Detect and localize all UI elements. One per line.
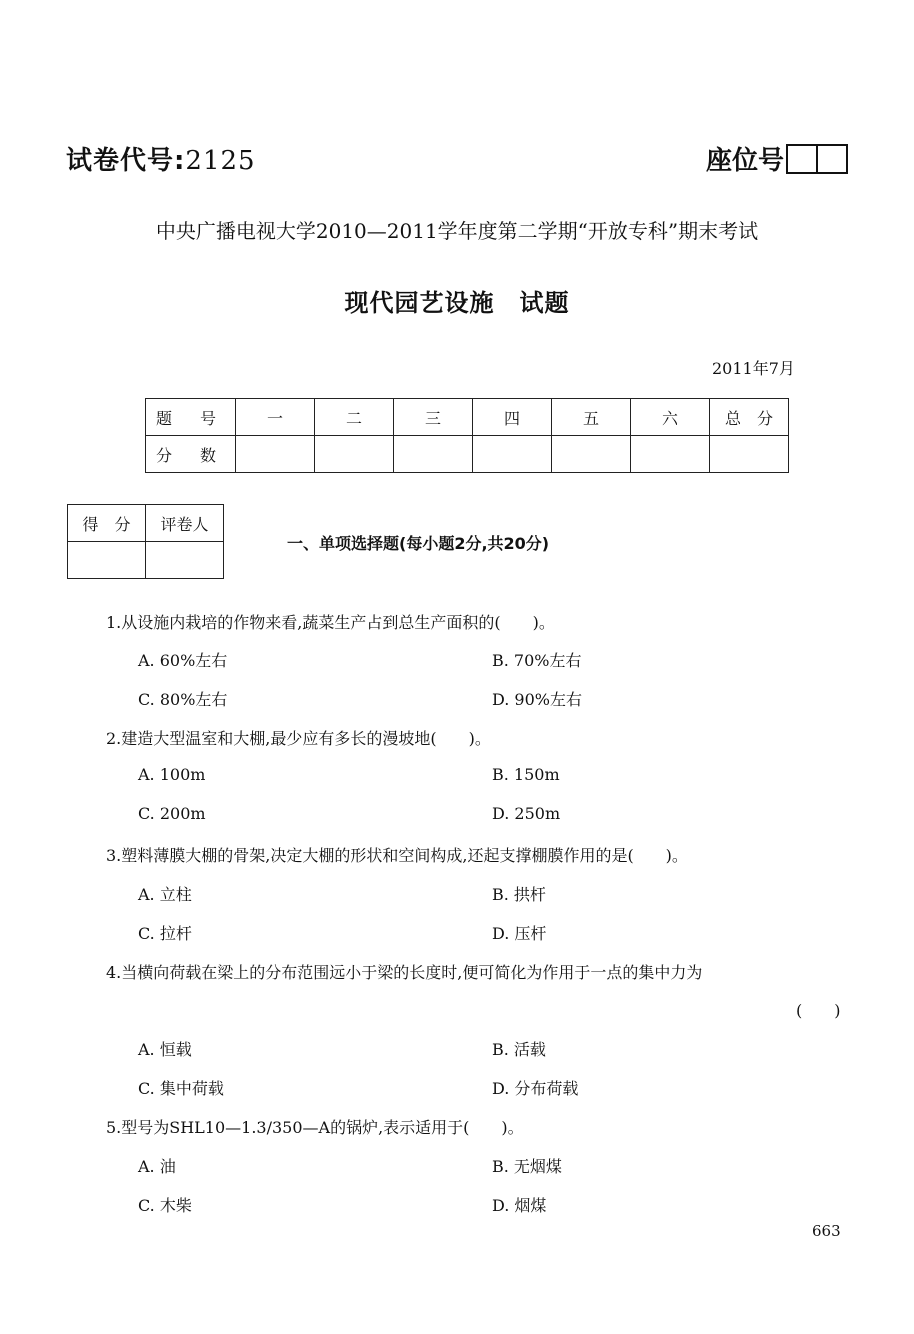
question-option: B. 拱杆 xyxy=(492,885,546,904)
exam-code xyxy=(66,140,256,177)
seat-number-label: 座位号 xyxy=(706,146,785,176)
section-title: 一、单项选择题(每小题2分,共20分) xyxy=(287,534,550,553)
university-line: 中央广播电视大学2010—2011学年度第二学期“开放专科”期末考试 xyxy=(155,219,759,243)
grader-table-cell: 得 分 xyxy=(68,505,146,542)
exam-code-value: 2125 xyxy=(185,146,256,176)
grader-table-empty-cell xyxy=(146,542,224,579)
page-number: 663 xyxy=(812,1222,841,1240)
question-option: A. 100m xyxy=(138,765,206,784)
question-option: D. 压杆 xyxy=(492,924,547,943)
grader-table-empty-cell xyxy=(68,542,146,579)
score-table-empty-cell xyxy=(236,436,315,473)
seat-box-2 xyxy=(818,144,848,174)
question-option: B. 70%左右 xyxy=(492,651,582,670)
score-table-cell: 总 分 xyxy=(710,399,789,436)
exam-title: 现代园艺设施 试题 xyxy=(344,289,570,317)
score-table-cell: 五 xyxy=(552,399,631,436)
score-table-score-row xyxy=(146,436,789,473)
question-option: A. 油 xyxy=(138,1157,176,1176)
seat-number xyxy=(706,140,848,177)
question-option: C. 200m xyxy=(138,804,206,823)
score-table-empty-cell xyxy=(552,436,631,473)
question-stem: 1.从设施内栽培的作物来看,蔬菜生产占到总生产面积的( )。 xyxy=(106,613,555,632)
question-option: B. 活载 xyxy=(492,1040,546,1059)
question-option: A. 60%左右 xyxy=(138,651,228,670)
exam-date: 2011年7月 xyxy=(712,359,795,378)
question-stem: 2.建造大型温室和大棚,最少应有多长的漫坡地( )。 xyxy=(106,729,491,748)
grader-table-cell: 评卷人 xyxy=(146,505,224,542)
score-table-empty-cell xyxy=(394,436,473,473)
score-table-empty-cell xyxy=(473,436,552,473)
question-option: B. 无烟煤 xyxy=(492,1157,562,1176)
score-table-cell: 分 数 xyxy=(146,436,236,473)
grader-table xyxy=(67,504,224,579)
question-option: B. 150m xyxy=(492,765,560,784)
score-table-header-row xyxy=(146,399,789,436)
question-stem: 4.当横向荷载在梁上的分布范围远小于梁的长度时,便可简化为作用于一点的集中力为 xyxy=(106,963,703,982)
grader-table-empty-row xyxy=(68,542,224,579)
question-option: A. 立柱 xyxy=(138,885,192,904)
grader-table-header-row xyxy=(68,505,224,542)
question-option: D. 烟煤 xyxy=(492,1196,547,1215)
score-table-cell: 六 xyxy=(631,399,710,436)
question-option: C. 80%左右 xyxy=(138,690,228,709)
question-stem: 5.型号为SHL10—1.3/350—A的锅炉,表示适用于( )。 xyxy=(106,1118,524,1137)
score-table-cell: 四 xyxy=(473,399,552,436)
question-option: D. 250m xyxy=(492,804,561,823)
question-option: C. 拉杆 xyxy=(138,924,192,943)
question-option: C. 集中荷载 xyxy=(138,1079,224,1098)
question-stem: 3.塑料薄膜大棚的骨架,决定大棚的形状和空间构成,还起支撑棚膜作用的是( )。 xyxy=(106,846,688,865)
question-option: D. 分布荷载 xyxy=(492,1079,579,1098)
question-answer-blank: ( ) xyxy=(796,1001,841,1020)
seat-box-1 xyxy=(786,144,818,174)
question-option: D. 90%左右 xyxy=(492,690,582,709)
score-table-empty-cell xyxy=(631,436,710,473)
score-table xyxy=(145,398,789,473)
question-option: A. 恒载 xyxy=(138,1040,192,1059)
score-table-cell: 二 xyxy=(315,399,394,436)
question-option: C. 木柴 xyxy=(138,1196,192,1215)
score-table-cell: 三 xyxy=(394,399,473,436)
seat-number-boxes xyxy=(786,144,848,174)
score-table-empty-cell xyxy=(315,436,394,473)
score-table-empty-cell xyxy=(710,436,789,473)
score-table-cell: 一 xyxy=(236,399,315,436)
score-table-cell: 题 号 xyxy=(146,399,236,436)
exam-code-label: 试卷代号: xyxy=(66,146,186,176)
